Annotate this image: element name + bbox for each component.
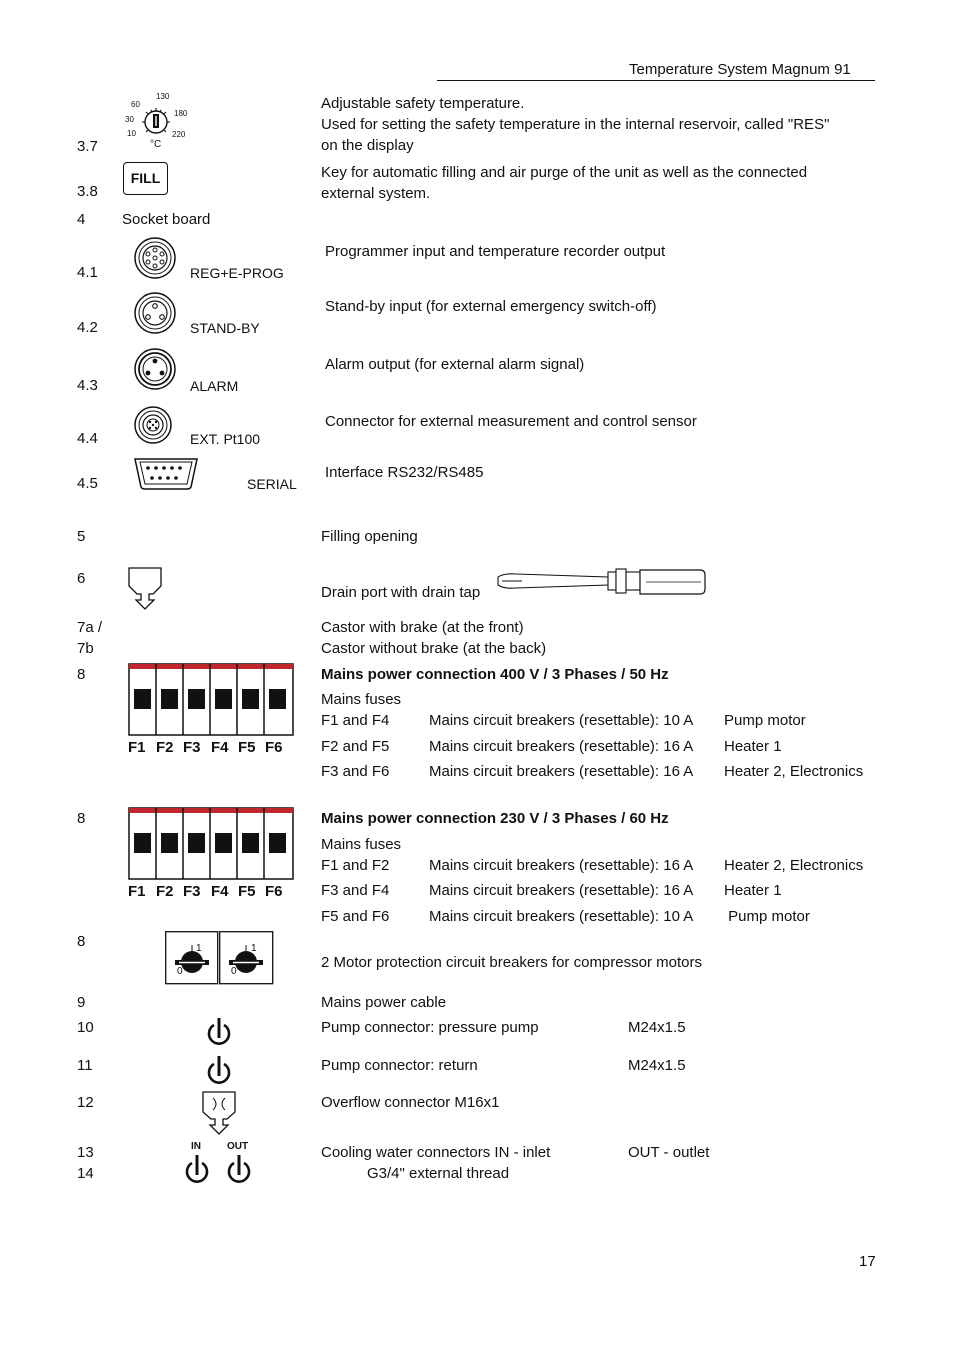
item-number: 12	[77, 1094, 94, 1111]
din-socket-3pin-icon	[133, 292, 177, 334]
dial-tick-label: 180	[174, 109, 188, 118]
dial-tick-label: 30	[125, 115, 134, 124]
fuse-load: Heater 1	[724, 882, 782, 899]
switch-on-label: 1	[196, 943, 202, 954]
description-line: Programmer input and temperature recorder output	[325, 243, 666, 260]
dial-tick-label: 220	[172, 130, 186, 139]
description-line: Pump connector: pressure pump	[321, 1019, 539, 1036]
description-line: Stand-by input (for external emergency switch-off)	[325, 298, 657, 315]
item-number: 14	[77, 1165, 94, 1182]
cooling-water-inlet-icon	[184, 1153, 210, 1187]
section-label: Socket board	[122, 211, 211, 228]
serial-dsub-icon	[132, 457, 200, 491]
item-number: 11	[77, 1057, 93, 1074]
dial-unit: °C	[150, 139, 162, 150]
fuse-label: F5	[238, 739, 256, 756]
fuse-load: Heater 2, Electronics	[724, 857, 864, 874]
fuse-block-icon	[128, 807, 294, 881]
fuse-block-icon	[128, 663, 294, 737]
item-number: 4.2	[77, 319, 98, 336]
switch-off-label: 0	[177, 966, 183, 977]
fuse-desc: Mains circuit breakers (resettable): 16 A	[429, 857, 694, 874]
socket-label: EXT. Pt100	[190, 431, 261, 447]
overflow-connector-icon	[201, 1090, 237, 1136]
section-subtitle: Mains fuses	[321, 691, 402, 708]
fuse-desc: Mains circuit breakers (resettable): 16 A	[429, 882, 694, 899]
fuse-load: Heater 1	[724, 738, 782, 755]
fuse-label: F6	[265, 739, 283, 756]
fuse-label: F6	[265, 883, 283, 900]
socket-label: REG+E-PROG	[190, 265, 284, 281]
return-connector-icon	[206, 1054, 232, 1088]
description-line: on the display	[321, 137, 414, 154]
page-number: 17	[859, 1253, 876, 1270]
description-line: Filling opening	[321, 528, 418, 545]
description-line: Overflow connector M16x1	[321, 1094, 500, 1111]
fuse-desc: Mains circuit breakers (resettable): 10 A	[429, 908, 694, 925]
description-line: Castor with brake (at the front)	[321, 619, 524, 636]
cooling-out-label: OUT	[227, 1141, 249, 1152]
thread-spec: M24x1.5	[628, 1019, 686, 1036]
description-line: Adjustable safety temperature.	[321, 95, 525, 112]
dial-tick-label: 10	[127, 129, 136, 138]
item-number: 7a /	[77, 619, 103, 636]
fill-key-label: FILL	[130, 170, 161, 186]
item-number: 4.3	[77, 377, 98, 394]
description-line: Drain port with drain tap	[321, 584, 481, 601]
description-line: 2 Motor protection circuit breakers for compressor motors	[321, 954, 702, 971]
switch-off-label: 0	[231, 966, 237, 977]
description-line: external system.	[321, 185, 431, 202]
pump-connector-icon	[206, 1016, 232, 1050]
description-line: Interface RS232/RS485	[325, 464, 484, 481]
description-line: Key for automatic filling and air purge of the unit as well as the connected	[321, 164, 808, 181]
cooling-water-outlet-icon	[226, 1153, 252, 1187]
socket-label: STAND-BY	[190, 320, 260, 336]
item-number: 5	[77, 528, 86, 545]
item-number: 13	[77, 1144, 94, 1161]
fuse-load: Heater 2, Electronics	[724, 763, 864, 780]
description-line: Mains power cable	[321, 994, 447, 1011]
thread-spec: M24x1.5	[628, 1057, 686, 1074]
fuse-label: F3	[183, 883, 201, 900]
item-number: 8	[77, 666, 86, 683]
description-line: Connector for external measurement and control sensor	[325, 413, 697, 430]
drain-port-icon	[127, 566, 163, 610]
fuse-label: F2	[156, 883, 174, 900]
fuse-load: Pump motor	[724, 712, 806, 729]
cooling-in-label: IN	[191, 1141, 201, 1152]
item-number: 4.1	[77, 264, 98, 281]
fuse-label: F1	[128, 883, 146, 900]
description-line: Pump connector: return	[321, 1057, 478, 1074]
item-number: 7b	[77, 640, 94, 657]
description-line: Cooling water connectors IN - inlet	[321, 1144, 551, 1161]
socket-label: SERIAL	[247, 476, 297, 492]
fuse-label: F4	[211, 883, 229, 900]
item-number: 3.7	[77, 138, 98, 155]
motor-breaker-switch-icon	[165, 931, 219, 985]
fuse-pair: F5 and F6	[321, 908, 390, 925]
description-line: G3/4" external thread	[367, 1165, 510, 1182]
fuse-pair: F1 and F4	[321, 712, 390, 729]
description-line: Used for setting the safety temperature in the internal reservoir, called "RES"	[321, 116, 830, 133]
fuse-label: F4	[211, 739, 229, 756]
fuse-pair: F3 and F4	[321, 882, 390, 899]
socket-label: ALARM	[190, 378, 239, 394]
description-line: Castor without brake (at the back)	[321, 640, 547, 657]
fuse-label: F1	[128, 739, 146, 756]
section-subtitle: Mains fuses	[321, 836, 402, 853]
alarm-socket-icon	[133, 348, 177, 390]
item-number: 8	[77, 810, 86, 827]
motor-breaker-switch-icon	[219, 931, 274, 985]
pt100-socket-icon	[133, 405, 173, 445]
dial-tick-label: 60	[131, 100, 140, 109]
fuse-label: F3	[183, 739, 201, 756]
din-socket-8pin-icon	[133, 237, 177, 279]
dial-tick-label: 130	[156, 92, 170, 101]
section-title: Mains power connection 230 V / 3 Phases / 60 Hz	[321, 810, 669, 827]
fuse-load: Pump motor	[724, 908, 810, 925]
fuse-label: F2	[156, 739, 174, 756]
description-line: OUT - outlet	[628, 1144, 710, 1161]
fuse-desc: Mains circuit breakers (resettable): 10 A	[429, 712, 694, 729]
fuse-desc: Mains circuit breakers (resettable): 16 A	[429, 763, 694, 780]
screwdriver-icon	[496, 563, 708, 601]
fuse-desc: Mains circuit breakers (resettable): 16 A	[429, 738, 694, 755]
item-number: 9	[77, 994, 86, 1011]
fuse-pair: F3 and F6	[321, 763, 390, 780]
switch-on-label: 1	[251, 943, 257, 954]
section-title: Mains power connection 400 V / 3 Phases / 50 Hz	[321, 666, 669, 683]
header-rule	[437, 80, 875, 81]
item-number: 10	[77, 1019, 94, 1036]
fuse-pair: F1 and F2	[321, 857, 390, 874]
item-number: 4	[77, 211, 86, 228]
item-number: 3.8	[77, 183, 98, 200]
item-number: 6	[77, 570, 86, 587]
item-number: 4.4	[77, 430, 98, 447]
item-number: 4.5	[77, 475, 98, 492]
fuse-pair: F2 and F5	[321, 738, 390, 755]
fuse-label: F5	[238, 883, 256, 900]
header-title: Temperature System Magnum 91	[629, 61, 851, 78]
description-line: Alarm output (for external alarm signal)	[325, 356, 585, 373]
fill-key-icon	[123, 162, 168, 195]
item-number: 8	[77, 933, 86, 950]
